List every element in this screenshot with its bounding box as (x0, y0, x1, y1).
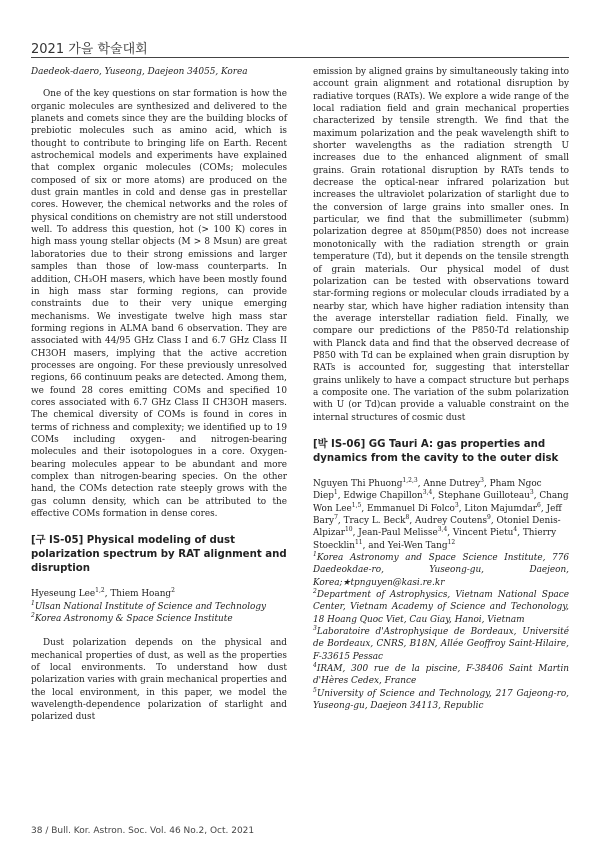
affiliation-item (313, 663, 569, 688)
section-title-is06: [박 IS-06] GG Tauri A: gas properties and dynamics from the cavity to the outer disk (313, 438, 559, 464)
author-name: Thierry Stoecklin (313, 528, 557, 551)
affiliation-sup: 1 (31, 599, 35, 607)
previous-affiliation: Daedeok-daero, Yuseong, Daejeon 34055, Korea (31, 67, 248, 77)
abstract-continued: emission by aligned grains by simultaneously taking into account grain alignment and rotational disruption by radiative torques (RATs). We explore a wide range of the local radiation field and grain mechanical properties characterized by tensile strength. We find that the maximum polarization and the peak wavelength shift to shorter wavelengths as the radiation strength U increases due to the enhanced alignment of small grains. Grain rotational disruption by RATs tends to decrease the optical-near infrared polarization but increases the ultraviolet polarization of starlight due to the conversion of large grains into smaller ones. In particular, we find that the submillimeter (submm) polarization degree at 850μm(P850) does not increase monotonically with the radiation strength or grain temperature (Td), but it depends on the tensile strength of grain materials. Our physical model of dust polarization can be tested with observations toward star-forming regions or molecular clouds irradiated by a nearby star, which have higher radiation intensity than the average interstellar radiation field. Finally, we compare our predictions of the P850-Td relationship with Planck data and find that the observed decrease of P850 with Td can be explained when grain disruption by RATs is accounted for, suggesting that interstellar grains unlikely to have a compact structure but perhaps a composite one. The variation of the subm polarization with U (or Td)can provide a valuable constraint on the internal structures of cosmic dust (313, 67, 569, 423)
author-sup: 3 (454, 501, 459, 509)
affiliation-item (313, 626, 569, 663)
author-sup: 1,5 (351, 501, 362, 509)
author-sup: 4 (513, 526, 518, 534)
author-sup: 3,4 (437, 526, 448, 534)
author-name: Chang Won Lee (313, 491, 569, 514)
author-sup: 6 (537, 501, 541, 509)
author-name: Vincent Pietu (452, 528, 514, 539)
affiliation-item (313, 688, 569, 713)
author-name: Pham Ngoc Diep (313, 478, 542, 502)
author-name: Edwige Chapillon (343, 491, 423, 502)
author-sup: 9 (487, 514, 491, 522)
page-header: 2021 가을 학술대회 (31, 42, 148, 57)
affiliation-text: IRAM, 300 rue de la piscine, F-38406 Saint Martin d'Hères Cedex, France (313, 664, 569, 687)
affiliation-sup: 2 (31, 612, 35, 620)
author-sup: 8 (405, 514, 410, 522)
author-name: Jeff Bary (313, 503, 562, 526)
author-sup: 1,2 (95, 587, 105, 595)
author-name: Tracy L. Beck (343, 516, 406, 526)
author-name: Liton Majumdar (464, 503, 538, 514)
affiliation-text: Laboratoire d'Astrophysique de Bordeaux, Université de Bordeaux, CNRS, B18N, Allée Geoffroy Saint-Hilaire, F-33615 Pessac (313, 627, 569, 662)
affiliation-text: Korea Astronomy & Space Science Institute (34, 614, 233, 625)
author-name: Hyeseung Lee (31, 589, 96, 600)
affiliation-item (313, 552, 569, 589)
author-sup: 3,4 (422, 489, 433, 497)
author-name: Audrey Coutens (414, 516, 488, 526)
author-sup: 1 (333, 489, 338, 497)
abstract-start: Dust polarization depends on the physical and mechanical properties of dust, as well as the properties of local environments. To understand how dust polarization varies with grain mechanical properties and the local environment, in this paper, we model the wavelength-dependence polarization of starlight and polarized dust (31, 638, 287, 723)
affiliation-sup: 4 (313, 662, 317, 670)
author-list: Hyeseung Lee$^{1,2}$, Thiem Hoang$^2$ (31, 587, 175, 600)
affiliation-item (313, 589, 569, 626)
affiliation-text: Department of Astrophysics, Vietnam National Space Center, Vietnam Academy of Science and Techonology, 18 Hoang Quoc Viet, Cau Giay, Hanoi, Vietnam (313, 590, 569, 625)
author-name: Anne Dutrey (423, 478, 481, 489)
affiliation-item (31, 613, 287, 625)
author-sup: 7 (334, 514, 338, 522)
author-name: Nguyen Thi Phuong (313, 478, 403, 489)
author-name: Yei-Wen Tang (387, 540, 448, 551)
author-name: Stephane Guilloteau (437, 491, 530, 502)
author-sup: 3 (480, 477, 484, 484)
author-name: Emmanuel Di Folco (367, 503, 455, 514)
affiliation-text: University of Science and Technology, 217 Gajeong-ro, Yuseong-gu, Daejeon 34113, Republic (313, 688, 569, 712)
affiliation-list (313, 552, 569, 712)
author-name: Jean-Paul Melisse (358, 528, 438, 539)
author-list: Nguyen Thi Phuong$^{1,2,3}$, Anne Dutrey$^3$, Pham Ngoc Diep$^1$, Edwige Chapillon$^{3,4}$, Stephane Guilloteau$^3$, Chang Won Lee$^{1,5}$, Emmanuel Di Folco$^3$, Liton Majumdar$^6$, Jeff Bary$^7$, Tracy L. Beck$^8$, Audrey Coutens$^9$, Otoniel Denis-Alpizar$^{10}$, Jean-Paul Melisse$^{3,4}$, Vincent Pietu$^4$, Thierry Stoecklin$^{11}$, and Yei-Wen Tang$^{12}$ (313, 477, 569, 551)
author-sup: 2 (171, 587, 175, 595)
left-column (31, 66, 287, 724)
author-sup: 10 (344, 526, 353, 534)
section-title-is05: [구 IS-05] Physical modeling of dust polarization spectrum by RAT alignment and disruption (31, 535, 287, 575)
previous-abstract: One of the key questions on star formation is how the organic molecules are synthesized and delivered to the planets and comets since they are the building blocks of prebiotic molecules such as amino acid, which is thought to contribute to bringing life on Earth. Recent astrochemical models and experiments have explained that complex organic molecules (COMs; molecules composed of six or more atoms) are produced on the dust grain mantles in cold and dense gas in prestellar cores. However, the chemical networks and the roles of physical conditions on chemistry are not still understood well. To address this question, hot (> 100 K) cores in high mass young stellar objects (M > 8 Msun) are great laboratories due to their strong emissions and larger samples than those of low-mass counterparts. In addition, CH₃OH masers, which have been mostly found in high mass star forming regions, can provide constraints due to their very unique emerging mechanisms. We investigate twelve high mass star forming regions in ALMA band 6 observation. They are associated with 44/95 GHz Class I and 6.7 GHz Class II CH3OH masers, implying that the active accretion processes are ongoing. For these previously unresolved regions, 66 continuum peaks are detected. Among them, we found 28 cores emitting COMs and specified 10 cores associated with 6.7 GHz Class II CH3OH masers. The chemical diversity of COMs is found in cores in terms of richness and complexity; we identified up to 19 COMs including oxygen- and nitrogen-bearing molecules and their isotopologues in a core. Oxygen-bearing molecules appear to be abundant and more complex than nitrogen-bearing species. On the other hand, the COMs detection rate steeply grows with the gas column density, which can be attributed to the effective COMs formation in dense cores. (31, 89, 287, 520)
author-sup: 12 (447, 538, 456, 546)
author-name: Thiem Hoang (110, 589, 172, 600)
page-footer: 38 / Bull. Kor. Astron. Soc. Vol. 46 No.2, Oct. 2021 (31, 826, 255, 836)
affiliation-sup: 1 (313, 551, 317, 559)
author-sup: 3 (529, 489, 534, 497)
affiliation-sup: 5 (313, 686, 317, 694)
affiliation-text: Ulsan National Institute of Science and Technology (34, 601, 267, 612)
affiliation-list (31, 601, 287, 626)
author-name: Otoniel Denis-Alpizar (313, 516, 561, 539)
affiliation-sup: 2 (313, 588, 317, 596)
affiliation-text: Korea Astronomy and Space Science Institute, 776 Daedeokdae-ro, Yuseong-gu, Daejeon, Korea;★tpnguyen@kasi.re.kr (313, 553, 569, 588)
right-column (313, 66, 569, 713)
affiliation-sup: 3 (313, 625, 317, 633)
author-sup: 1,2,3 (402, 477, 418, 484)
author-sup: 11 (354, 538, 363, 546)
affiliation-item (31, 601, 287, 613)
header-rule (31, 57, 569, 58)
